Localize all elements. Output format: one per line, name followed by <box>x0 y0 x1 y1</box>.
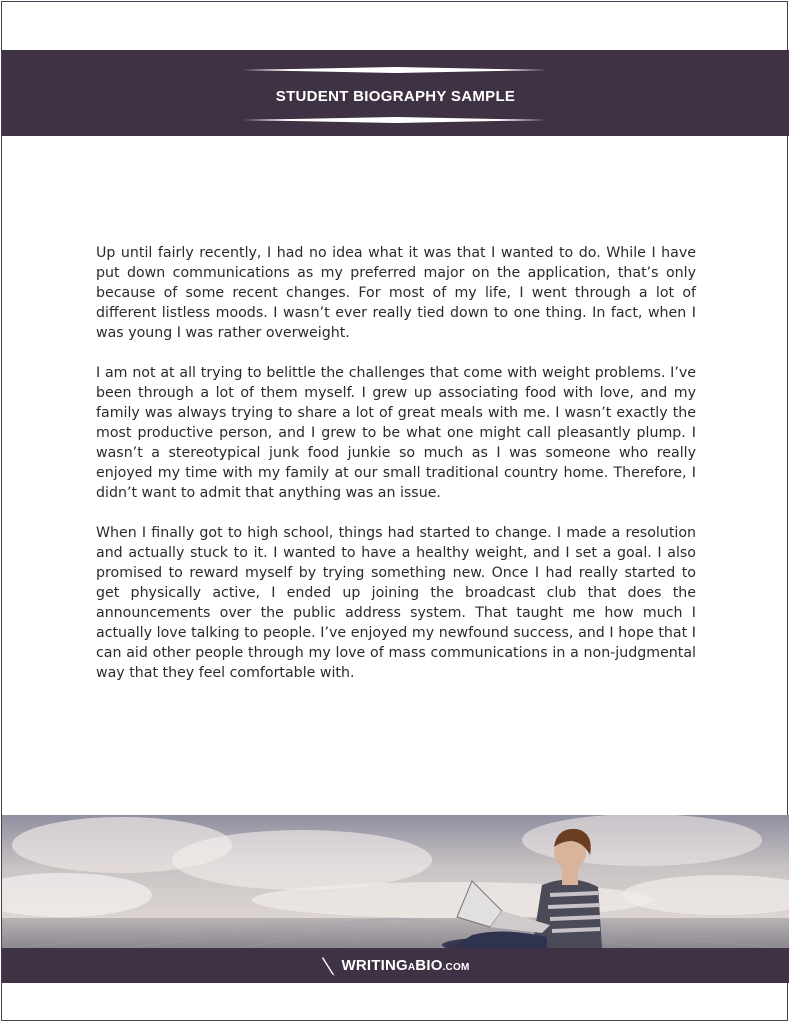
logo-bio: BIO <box>415 957 443 974</box>
paragraph-3: When I finally got to high school, things had started to change. I made a resolution and actually stuck to it. I wanted to have a healthy weight, and I set a goal. I also promised to reward myself by trying something new. Once I had really started to get physically active, I ended up joining the broadcast club that does the announcements over the public address system. That taught me how much I actually love talking to people. I’ve enjoyed my newfound success, and I hope that I can aid other people through my love of mass communications in a non-judgmental way that they feel comfortable with. <box>96 525 696 681</box>
logo-a: A <box>407 962 416 973</box>
header-top-divider <box>2 66 789 74</box>
writingabio-logo[interactable] <box>2 948 789 983</box>
logo-wordmark <box>341 957 469 974</box>
logo-com: .COM <box>442 962 470 973</box>
paragraph-2: I am not at all trying to belittle the challenges that come with weight problems. I’ve been through a lot of them myself. I grew up associating food with love, and my family was always trying to share a lot of great meals with me. I wasn’t exactly the most productive person, and I grew to be what one might call pleasantly plump. I wasn’t a stereotypical junk food junkie so much as I was someone who really enjoyed my time with my family at our small traditional country home. Therefore, I didn’t want to admit that anything was an issue. <box>96 365 696 501</box>
hero-image-student-with-laptop <box>2 815 789 948</box>
hero-illustration <box>2 815 789 948</box>
page-title: STUDENT BIOGRAPHY SAMPLE <box>275 88 516 105</box>
biography-body <box>96 243 696 703</box>
header-banner <box>2 50 789 136</box>
footer-banner <box>2 948 789 983</box>
logo-writing: WRITING <box>341 957 408 974</box>
pen-icon <box>321 955 337 977</box>
paragraph-1: Up until fairly recently, I had no idea what it was that I wanted to do. While I have put down communications as my preferred major on the application, that’s only because of some recent changes. For most of my life, I went through a lot of different listless moods. I wasn’t ever really tied down to one thing. In fact, when I was young I was rather overweight. <box>96 245 696 341</box>
header-bottom-divider <box>2 116 789 124</box>
